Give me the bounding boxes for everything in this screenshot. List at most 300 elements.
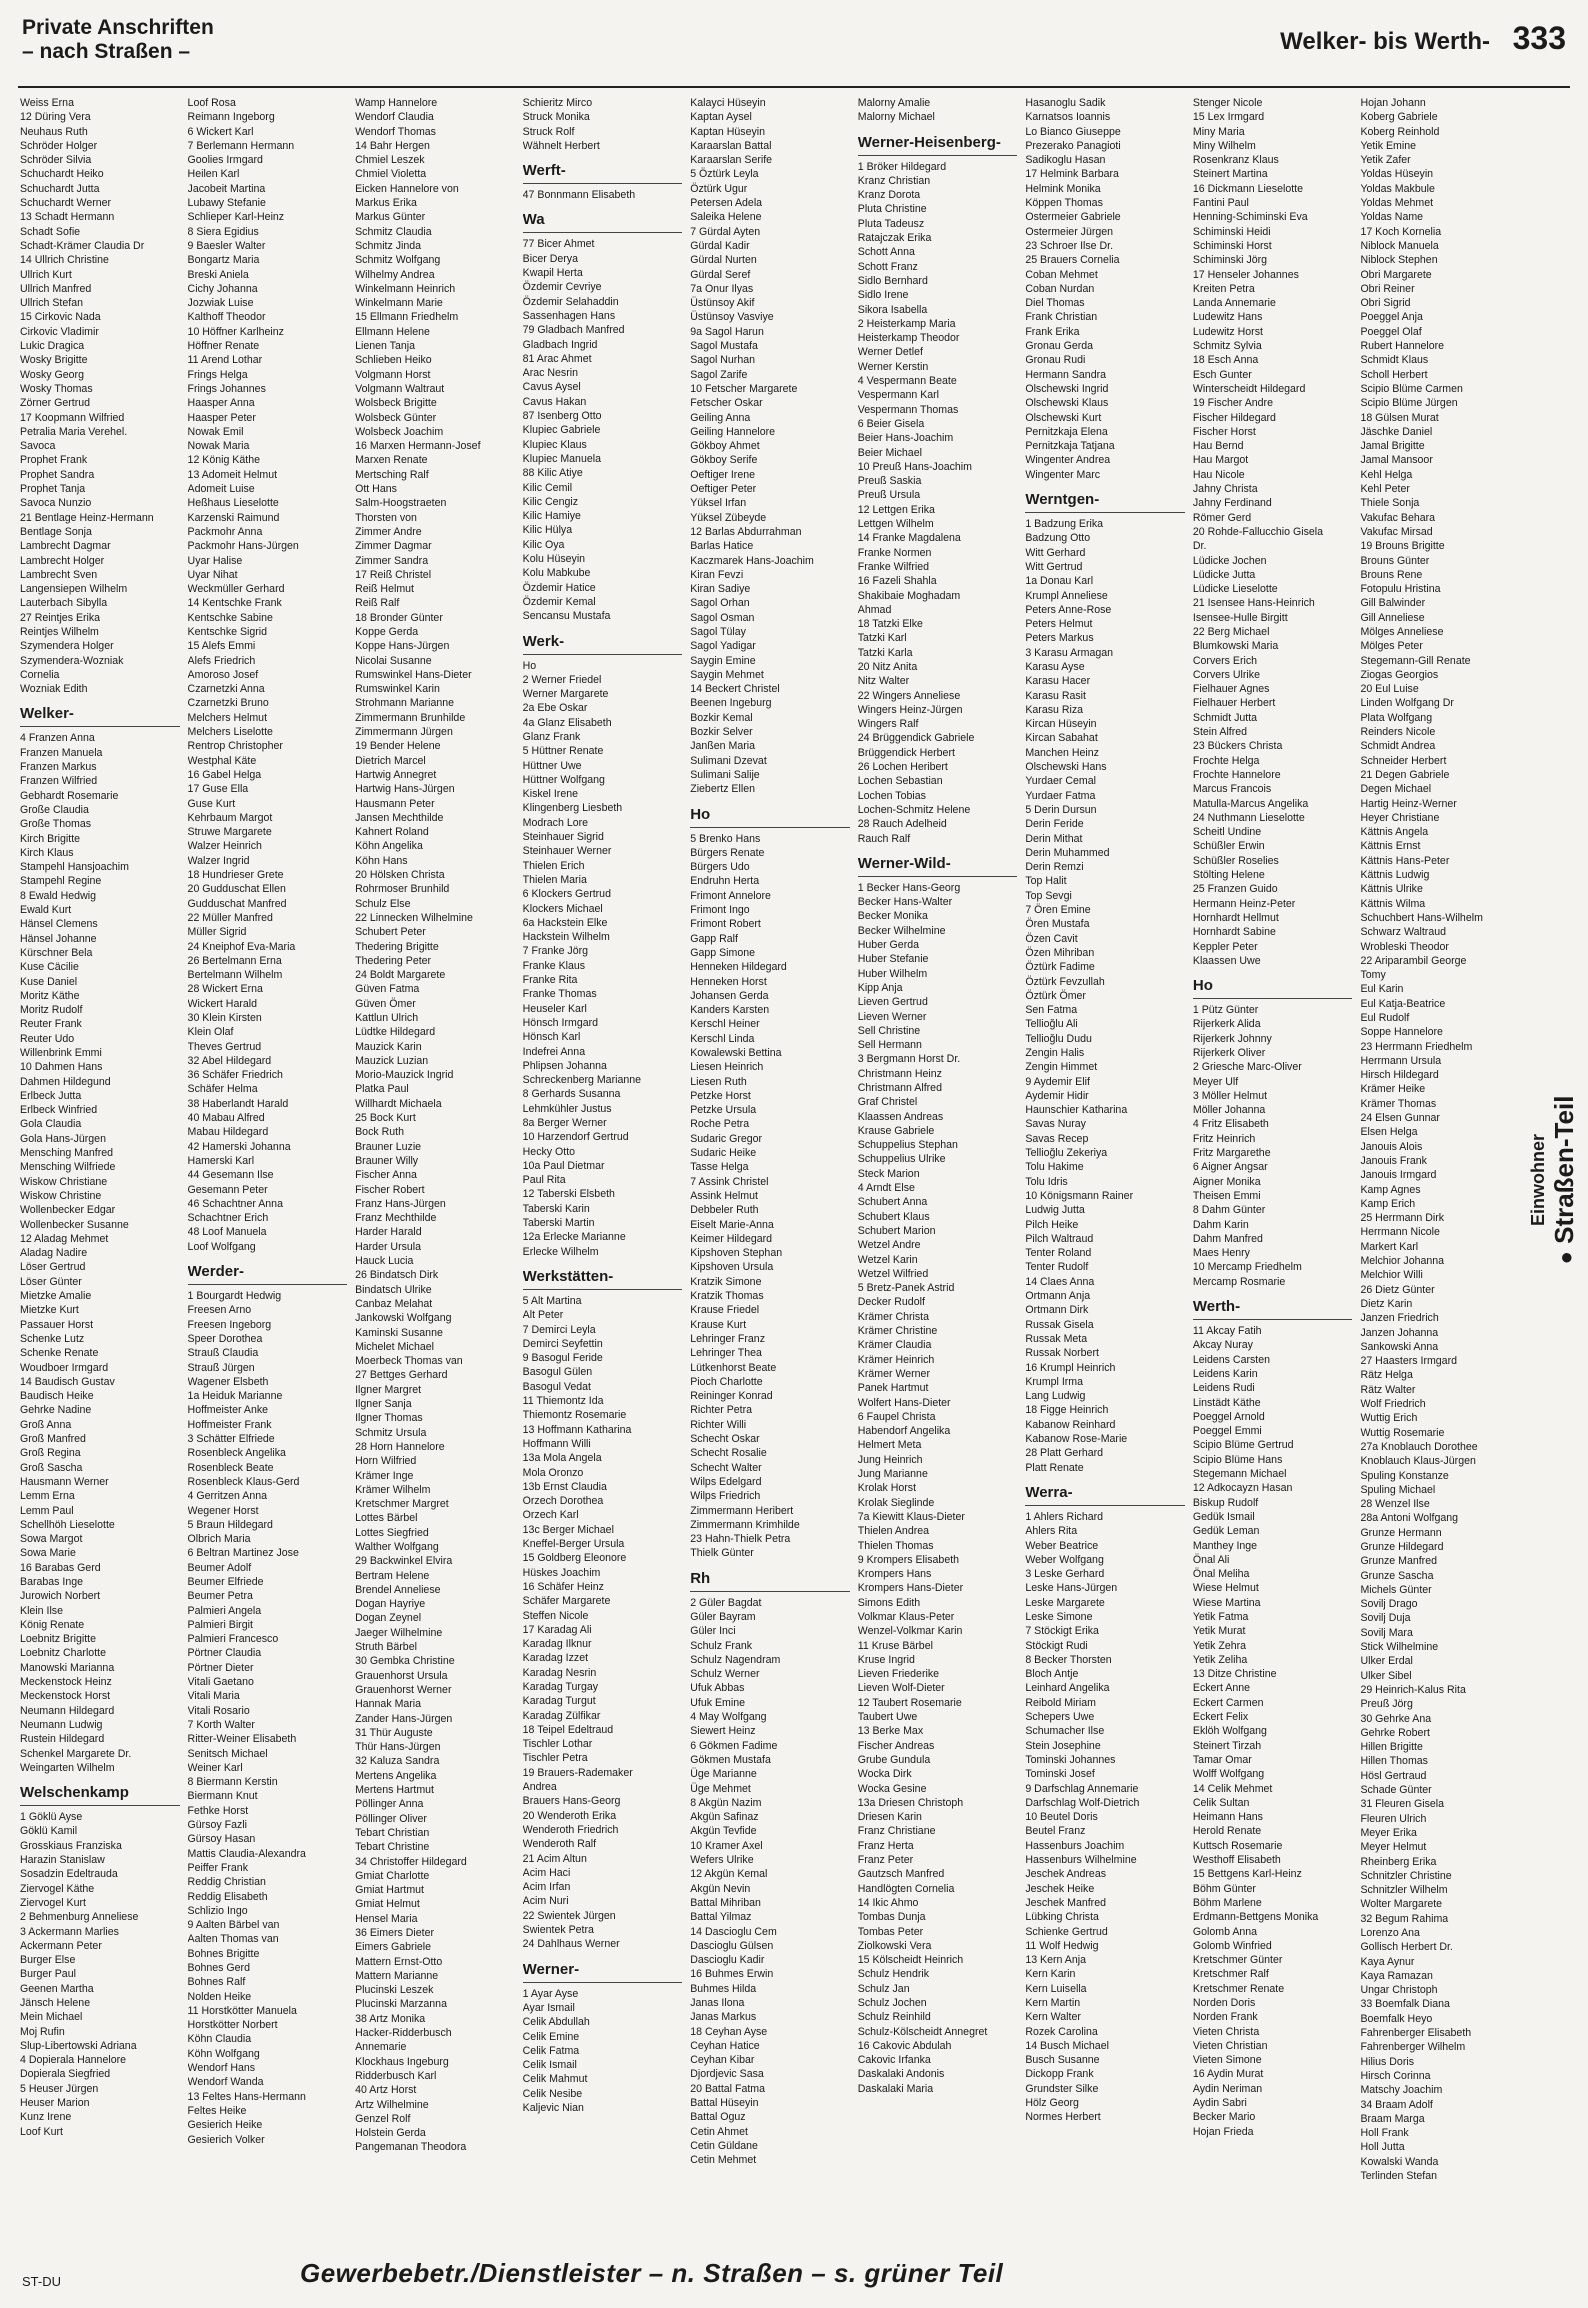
resident-entry: Endruhn Herta (690, 875, 760, 888)
resident-entry: Holstein Gerda (355, 2127, 426, 2140)
resident-entry: Szymendera Holger (20, 640, 114, 653)
resident-entry: Chmiel Violetta (355, 168, 427, 181)
resident-entry: Palmieri Birgit (187, 1618, 253, 1631)
resident-entry: Palmieri Angela (187, 1604, 262, 1617)
resident-entry: Tebart Christian (355, 1826, 430, 1839)
side-tab-label-small: Einwohner (1528, 1133, 1548, 1227)
resident-entry: Theves Gertrud (187, 1040, 262, 1053)
resident-entry: Olschewski Klaus (1025, 397, 1109, 410)
street-heading: Werner-Heisenberg- (858, 133, 1018, 156)
resident-entry: Steinhauer Werner (522, 845, 612, 858)
resident-entry: Sowa Marie (20, 1547, 76, 1560)
resident-entry: Gesierich Volker (187, 2133, 265, 2146)
resident-entry: Scipio Blüme Hans (1192, 1453, 1283, 1466)
street-heading: Ho (1193, 976, 1353, 999)
resident-entry: Karaarslan Serife (690, 154, 773, 167)
resident-entry: Hausmann Werner (20, 1475, 109, 1488)
resident-entry: Eul Rudolf (1360, 1012, 1410, 1024)
resident-entry: Yoldas Makbule (1360, 182, 1435, 195)
resident-entry: Breski Aniela (187, 268, 249, 281)
resident-entry: 79 Gladbach Manfred (522, 324, 625, 337)
resident-entry: Tasse Helga (690, 1161, 749, 1174)
resident-entry: Spuling Michael (1360, 1483, 1436, 1496)
resident-entry: Niblock Manuela (1360, 239, 1439, 252)
resident-entry: Wozniak Edith (20, 683, 88, 696)
directory-columns (20, 96, 1520, 2236)
resident-entry: Wosky Brigitte (20, 354, 88, 367)
resident-entry: Helmert Meta (857, 1439, 922, 1452)
resident-entry: Prezerako Panagioti (1025, 139, 1121, 152)
resident-entry: Markus Erika (355, 197, 417, 210)
resident-entry: Yetik Zafer (1360, 154, 1411, 167)
resident-entry: Steinhauer Sigrid (522, 831, 604, 844)
resident-entry: 27a Knoblauch Dorothee (1360, 1440, 1478, 1453)
resident-entry: Kowalewski Bettina (690, 1047, 782, 1059)
resident-entry: 47 Bonnmann Elisabeth (522, 189, 636, 202)
resident-entry: Beumer Petra (187, 1590, 253, 1603)
resident-entry: Leidens Carsten (1192, 1353, 1271, 1366)
resident-entry: Ludewitz Hans (1192, 311, 1263, 324)
resident-entry: Wetzel Karin (857, 1253, 918, 1266)
resident-entry: Wenderoth Friedrich (522, 1823, 619, 1836)
resident-entry: 6 Faupel Christa (857, 1410, 936, 1423)
resident-entry: Kättnis Hans-Peter (1360, 854, 1450, 867)
resident-entry: Tischler Petra (522, 1752, 588, 1765)
resident-entry: Sovilj Mara (1360, 1626, 1413, 1639)
resident-entry: Yetik Murat (1192, 1625, 1246, 1638)
resident-entry: Braam Marga (1360, 2112, 1425, 2125)
resident-entry: Lemm Paul (20, 1504, 74, 1517)
resident-entry: Karzenski Raimund (187, 511, 280, 524)
resident-entry: Wuttig Erich (1360, 1412, 1418, 1425)
resident-entry: 25 Franzen Guido (1192, 883, 1278, 896)
resident-entry: Wosky Thomas (20, 382, 93, 395)
resident-entry: Hirsch Hildegard (1360, 1069, 1439, 1082)
resident-entry: Mertens Angelika (355, 1769, 437, 1782)
resident-entry: 25 Herrmann Dirk (1360, 1212, 1445, 1225)
resident-entry: Dahm Karin (1192, 1218, 1249, 1231)
resident-entry: Westhoff Elisabeth (1192, 1854, 1281, 1867)
resident-entry: Ufuk Abbas (690, 1682, 745, 1695)
resident-entry: Wilhelmy Andrea (355, 268, 435, 281)
resident-entry: Reintjes Wilhelm (20, 625, 99, 638)
directory-column-3 (355, 96, 515, 2236)
resident-entry: Pöllinger Oliver (355, 1812, 427, 1825)
resident-entry: 9 Aydemir Elif (1025, 1075, 1090, 1088)
resident-entry: Prophet Tanja (20, 483, 86, 496)
resident-entry: Wingers Heinz-Jürgen (857, 703, 963, 716)
resident-entry: Paul Rita (522, 1174, 566, 1187)
resident-entry: Gmiat Hartmut (355, 1884, 424, 1897)
resident-entry: 12 Adkocayzn Hasan (1192, 1482, 1293, 1495)
resident-entry: Frings Johannes (187, 382, 266, 395)
resident-entry: Gladbach Ingrid (522, 338, 598, 351)
resident-entry: Amoroso Josef (187, 668, 259, 681)
header-section-title (22, 16, 214, 64)
section-side-tab (1528, 1030, 1580, 1330)
resident-entry: 16 Buhmes Erwin (690, 1968, 774, 1981)
header-street-range: Welker- bis Werth- (1280, 28, 1490, 55)
resident-entry: Ziervogel Kurt (20, 1896, 86, 1909)
resident-entry: Helmink Monika (1025, 182, 1101, 195)
resident-entry: Reuter Udo (20, 1032, 75, 1045)
resident-entry: Biermann Knut (187, 1790, 258, 1803)
resident-entry: Biskup Rudolf (1192, 1496, 1259, 1509)
resident-entry: Zimmer Andre (355, 525, 422, 538)
resident-entry: 29 Backwinkel Elvira (355, 1555, 453, 1568)
resident-entry: Önal Meliha (1192, 1568, 1250, 1581)
resident-entry: Jäschke Daniel (1360, 425, 1433, 438)
resident-entry: Schecht Walter (690, 1461, 762, 1474)
resident-entry: Wolsbeck Günter (355, 411, 437, 424)
resident-entry: Volkmar Klaus-Peter (857, 1610, 955, 1623)
resident-entry: Vakufac Behara (1360, 511, 1436, 524)
resident-entry: 27 Bettges Gerhard (355, 1369, 448, 1382)
resident-entry: Nowak Maria (187, 440, 250, 453)
resident-entry: 14 Franke Magdalena (857, 532, 961, 545)
directory-column-2 (188, 96, 348, 2236)
resident-entry: Karasu Ayse (1025, 660, 1085, 673)
resident-entry: Schieritz Mirco (522, 97, 593, 109)
resident-entry: Fielhauer Agnes (1192, 683, 1270, 696)
resident-entry: Frings Helga (187, 368, 248, 381)
resident-entry: Derin Feride (1025, 818, 1084, 831)
resident-entry: 14 Beckert Christel (690, 683, 780, 696)
resident-entry: Tolu Hakime (1025, 1161, 1084, 1174)
resident-entry: Schulz Else (355, 897, 411, 910)
resident-entry: Celik Emine (522, 2030, 580, 2043)
resident-entry: Ortmann Anja (1025, 1290, 1091, 1303)
resident-entry: Hirsch Corinna (1360, 2069, 1431, 2082)
resident-entry: 12 Lettgen Erika (857, 503, 935, 516)
resident-entry: Yetik Zehra (1192, 1639, 1247, 1652)
resident-entry: Tominski Johannes (1025, 1753, 1116, 1766)
resident-entry: Aigner Monika (1192, 1175, 1261, 1188)
resident-entry: Koppe Gerda (355, 625, 419, 638)
resident-entry: Brauner Willy (355, 1154, 419, 1167)
resident-entry: Nicolai Susanne (355, 654, 432, 667)
resident-entry: Herrmann Ursula (1360, 1054, 1442, 1067)
resident-entry: 12 Akgün Kemal (690, 1868, 768, 1881)
resident-entry: 21 Acim Altun (522, 1852, 587, 1865)
resident-entry: 44 Gesemann Ilse (187, 1169, 274, 1182)
resident-entry: Schiminski Horst (1192, 239, 1272, 252)
resident-entry: Hasanoglu Sadik (1025, 97, 1106, 109)
resident-entry: Möller Johanna (1192, 1104, 1266, 1117)
street-heading: Werner- (523, 1960, 683, 1983)
resident-entry: Yoldas Mehmet (1360, 197, 1434, 210)
resident-entry: Wenderoth Ralf (522, 1838, 597, 1851)
resident-entry: 18 Gülsen Murat (1360, 411, 1439, 424)
resident-entry: Schiminski Jörg (1192, 254, 1268, 267)
resident-entry: 22 Berg Michael (1192, 625, 1270, 638)
resident-entry: Kipshoven Ursula (690, 1261, 774, 1274)
resident-entry: Schumacher Ilse (1025, 1725, 1105, 1738)
resident-entry: Schienke Gertrud (1025, 1925, 1108, 1938)
resident-entry: 24 Nuthmann Lieselotte (1192, 811, 1305, 824)
resident-entry: Taberski Martin (522, 1217, 595, 1230)
resident-entry: 12a Erlecke Marianne (522, 1231, 626, 1244)
resident-entry: Wolsbeck Joachim (355, 425, 444, 438)
resident-entry: Vitali Maria (187, 1690, 240, 1703)
resident-entry: Haasper Peter (187, 411, 256, 424)
resident-entry: Coban Nurdan (1025, 282, 1095, 295)
resident-entry: Basogul Gülen (522, 1366, 593, 1379)
resident-entry: Beenen Ingeburg (690, 697, 772, 710)
resident-entry: 10 Dahmen Hans (20, 1061, 103, 1074)
resident-entry: Lukic Dragica (20, 340, 85, 353)
resident-entry: Yurdaer Cemal (1025, 775, 1096, 788)
resident-entry: Manowski Marianna (20, 1661, 115, 1674)
resident-entry: Grundster Silke (1025, 2082, 1099, 2095)
resident-entry: Krämer Thomas (1360, 1097, 1437, 1110)
resident-entry: Kahnert Roland (355, 826, 429, 839)
resident-entry: Klockhaus Ingeburg (355, 2055, 449, 2068)
resident-entry: Slup-Libertowski Adriana (20, 2039, 137, 2052)
resident-entry: 14 Kentschke Frank (187, 597, 282, 610)
directory-column-7 (1025, 96, 1185, 2236)
street-heading: Wa (523, 210, 683, 233)
resident-entry: 2a Ebe Oskar (522, 702, 588, 715)
resident-entry: Eckert Anne (1192, 1682, 1250, 1695)
resident-entry: 16 Schäfer Heinz (522, 1580, 604, 1593)
resident-entry: Baudisch Heike (20, 1390, 94, 1403)
resident-entry: 2 Heisterkamp Maria (857, 317, 956, 330)
resident-entry: Kreiten Petra (1192, 282, 1255, 295)
resident-entry: Bürgers Renate (690, 846, 765, 859)
resident-entry: Hermann Sandra (1025, 368, 1107, 381)
resident-entry: Karadag Zülfikar (522, 1709, 601, 1722)
resident-entry: Vespermann Thomas (857, 403, 959, 416)
resident-entry: Grunze Manfred (1360, 1555, 1437, 1568)
resident-entry: 5 Öztürk Leyla (690, 168, 759, 181)
resident-entry: Wollenbecker Edgar (20, 1204, 116, 1217)
resident-entry: Frimont Ingo (690, 904, 750, 917)
resident-entry: Walzer Heinrich (187, 840, 262, 853)
resident-entry: Harder Harald (355, 1226, 422, 1239)
resident-entry: Olschewski Kurt (1025, 411, 1102, 424)
directory-column-9 (1360, 96, 1520, 2236)
street-heading: Werft- (523, 161, 683, 184)
resident-entry: Güler Bayram (690, 1610, 756, 1623)
resident-entry: Lieven Wolf-Dieter (857, 1682, 945, 1695)
resident-entry: Schuppelius Stephan (857, 1139, 958, 1152)
resident-entry: Kaya Ramazan (1360, 1969, 1433, 1982)
resident-entry: Vakufac Mirsad (1360, 525, 1433, 538)
resident-entry: Aydemir Hidir (1025, 1089, 1089, 1102)
resident-entry: Kuttsch Rosemarie (1192, 1839, 1283, 1852)
resident-entry: Mölges Anneliese (1360, 625, 1444, 638)
resident-entry: 11 Horstkötter Manuela (187, 2004, 297, 2017)
resident-entry: Schade Günter (1360, 1784, 1432, 1797)
resident-entry: 15 Ellmann Friedhelm (355, 311, 459, 324)
resident-entry: Scipio Blüme Jürgen (1360, 397, 1458, 410)
resident-entry: Fischer Robert (355, 1183, 425, 1196)
resident-entry: Neumann Hildegard (20, 1704, 115, 1717)
resident-entry: Wetzel Wilfried (857, 1267, 929, 1280)
resident-entry: Kättnis Ludwig (1360, 869, 1430, 882)
resident-entry: 15 Kölscheidt Heinrich (857, 1954, 964, 1967)
resident-entry: Sagol Orhan (690, 597, 750, 610)
resident-entry: Sagol Yadigar (690, 640, 756, 653)
resident-entry: Frimont Robert (690, 918, 761, 931)
resident-entry: Lochen Tobias (857, 789, 926, 802)
resident-entry: Lehmkühler Justus (522, 1102, 612, 1115)
resident-entry: Thielen Maria (522, 873, 587, 886)
resident-entry: Meyer Ulf (1192, 1075, 1239, 1088)
resident-entry: Lieven Friederike (857, 1668, 940, 1681)
resident-entry: Kilic Hamiye (522, 510, 581, 523)
resident-entry: Öztürk Ömer (1025, 989, 1086, 1002)
resident-entry: Gürsoy Hasan (187, 1833, 256, 1846)
resident-entry: Krumpl Anneliese (1025, 589, 1108, 602)
resident-entry: Schulz-Kölscheidt Annegret (857, 2025, 988, 2038)
resident-entry: Thielen Erich (522, 859, 585, 872)
resident-entry: 1 Bröker Hildegard (857, 160, 947, 173)
resident-entry: Fotopulu Hristina (1360, 583, 1441, 596)
resident-entry: Kratzik Simone (690, 1275, 762, 1288)
resident-entry: Kipshoven Stephan (690, 1247, 783, 1260)
resident-entry: 15 Lex Irmgard (1192, 111, 1265, 124)
resident-entry: Ridderbusch Karl (355, 2069, 437, 2082)
directory-column-6 (858, 96, 1018, 2236)
resident-entry: Cirkovic Vladimir (20, 325, 99, 338)
resident-entry: Michelet Michael (355, 1340, 435, 1353)
resident-entry: 12 Taberski Elsbeth (522, 1188, 615, 1201)
resident-entry: Janouis Frank (1360, 1154, 1427, 1167)
resident-entry: Rosenbleck Angelika (187, 1447, 286, 1460)
resident-entry: Lochen-Schmitz Helene (857, 803, 971, 816)
resident-entry: Schuchardt Jutta (20, 182, 100, 195)
resident-entry: 8 Dahm Günter (1192, 1204, 1266, 1217)
resident-entry: 20 Eul Luise (1360, 683, 1419, 696)
resident-entry: Matschy Joachim (1360, 2084, 1443, 2097)
resident-entry: Plata Wolfgang (1360, 711, 1433, 724)
resident-entry: Gedük Leman (1192, 1525, 1260, 1538)
resident-entry: Bloch Antje (1025, 1668, 1079, 1681)
resident-entry: Platt Renate (1025, 1461, 1084, 1474)
resident-entry: 13 Hoffmann Katharina (522, 1423, 632, 1436)
resident-entry: Alt Peter (522, 1309, 564, 1322)
resident-entry: Kircan Hüseyin (1025, 718, 1097, 731)
resident-entry: 7 Korth Walter (187, 1718, 255, 1731)
resident-entry: Reuter Frank (20, 1018, 82, 1031)
resident-entry: Cavus Hakan (522, 395, 587, 408)
resident-entry: Fischer Horst (1192, 425, 1256, 438)
resident-entry: 10 Mercamp Friedhelm (1192, 1261, 1302, 1274)
resident-entry: 22 Swientek Jürgen (522, 1909, 616, 1922)
resident-entry: Gautzsch Manfred (857, 1868, 945, 1881)
resident-entry: Rosenbleck Beate (187, 1461, 274, 1474)
resident-entry: Diel Thomas (1025, 297, 1085, 310)
resident-entry: Sencansu Mustafa (522, 610, 611, 623)
resident-entry: 38 Haberlandt Harald (187, 1097, 289, 1110)
resident-entry: Zimmermann Krimhilde (690, 1518, 800, 1531)
resident-entry: Franke Klaus (522, 959, 586, 972)
resident-entry: Ziebertz Ellen (690, 783, 755, 796)
resident-entry: Sell Hermann (857, 1039, 922, 1052)
resident-entry: Henneken Horst (690, 975, 767, 988)
resident-entry: Acim Haci (522, 1866, 571, 1879)
resident-entry: 4 Arndt Else (857, 1182, 915, 1195)
resident-entry: Chmiel Leszek (355, 154, 425, 167)
resident-entry: Hausmann Peter (355, 797, 435, 810)
resident-entry: Schwarz Waltraud (1360, 926, 1446, 939)
resident-entry: Wiese Martina (1192, 1596, 1261, 1609)
resident-entry: 3 Leske Gerhard (1025, 1568, 1105, 1581)
resident-entry: Cetin Ahmet (690, 2125, 748, 2138)
resident-entry: Scipio Blüme Gertrud (1192, 1439, 1294, 1452)
resident-entry: 5 Alt Martina (522, 1294, 582, 1307)
resident-entry: Celik Sultan (1192, 1796, 1250, 1809)
resident-entry: Liesen Heinrich (690, 1061, 764, 1074)
resident-entry: 4 Franzen Anna (20, 732, 95, 745)
resident-entry: 13 Feltes Hans-Hermann (187, 2090, 306, 2103)
resident-entry: Werner Detlef (857, 346, 923, 359)
resident-entry: Schuchbert Hans-Wilhelm (1360, 911, 1483, 924)
resident-entry: Mein Michael (20, 2011, 83, 2024)
resident-entry: Ostermeier Jürgen (1025, 225, 1114, 238)
resident-entry: Tellioğlu Ali (1025, 1018, 1078, 1031)
resident-entry: Terlinden Stefan (1360, 2170, 1437, 2183)
resident-entry: Pörtner Dieter (187, 1661, 254, 1674)
resident-entry: 20 Gudduschat Ellen (187, 883, 286, 896)
resident-entry: Thiemontz Rosemarie (522, 1409, 627, 1422)
footer-note: Gewerbebetr./Dienstleister – n. Straßen – s. grüner Teil (300, 2258, 1004, 2288)
resident-entry: Lang Ludwig (1025, 1390, 1086, 1403)
resident-entry: Kättnis Ernst (1360, 840, 1421, 853)
resident-entry: Yetik Emine (1360, 139, 1416, 152)
resident-entry: Struck Monika (522, 111, 590, 124)
resident-entry: Shakibaie Moghadam (857, 589, 961, 602)
resident-entry: Rustein Hildegard (20, 1733, 105, 1746)
resident-entry: Schüßler Roselies (1192, 854, 1279, 867)
resident-entry: Gmiat Helmut (355, 1898, 420, 1911)
resident-entry: Özen Mihriban (1025, 946, 1095, 959)
resident-entry: Hilius Doris (1360, 2055, 1415, 2068)
resident-entry: Taubert Uwe (857, 1711, 918, 1724)
resident-entry: Kretschmer Günter (1192, 1954, 1283, 1967)
resident-entry: Wendorf Thomas (355, 125, 436, 138)
resident-entry: 40 Artz Horst (355, 2084, 417, 2097)
resident-entry: Schüßler Erwin (1192, 840, 1265, 853)
resident-entry: Gola Claudia (20, 1118, 82, 1131)
resident-entry: Cichy Johanna (187, 282, 258, 295)
resident-entry: Czarnetzki Bruno (187, 697, 269, 710)
resident-entry: 5 Derin Dursun (1025, 803, 1097, 816)
resident-entry: 22 Wingers Anneliese (857, 689, 961, 702)
street-heading: Rh (690, 1569, 850, 1592)
resident-entry: Sidlo Bernhard (857, 274, 928, 287)
resident-entry: Eul Katja-Beatrice (1360, 997, 1446, 1010)
resident-entry: Henneken Hildegard (690, 961, 787, 974)
resident-entry: Gürdal Nurten (690, 254, 757, 267)
resident-entry: Fritz Heinrich (1192, 1132, 1256, 1145)
resident-entry: 11 Akcay Fatih (1192, 1325, 1262, 1338)
resident-entry: Özdemir Kemal (522, 595, 596, 608)
resident-entry: Schecht Oskar (690, 1433, 760, 1446)
resident-entry: 13 Schadt Hermann (20, 211, 115, 224)
resident-entry: Lieven Gertrud (857, 996, 928, 1009)
resident-entry: Kentschke Sigrid (187, 625, 268, 638)
resident-entry: 13 Kern Anja (1025, 1954, 1086, 1967)
resident-entry: Franke Normen (857, 546, 932, 559)
resident-entry: Lambrecht Dagmar (20, 540, 111, 553)
bullet-icon: ● (1553, 1251, 1578, 1265)
resident-entry: Janzen Johanna (1360, 1326, 1439, 1339)
resident-entry: Cetin Mehmet (690, 2154, 757, 2167)
resident-entry: Debbeler Ruth (690, 1204, 759, 1217)
